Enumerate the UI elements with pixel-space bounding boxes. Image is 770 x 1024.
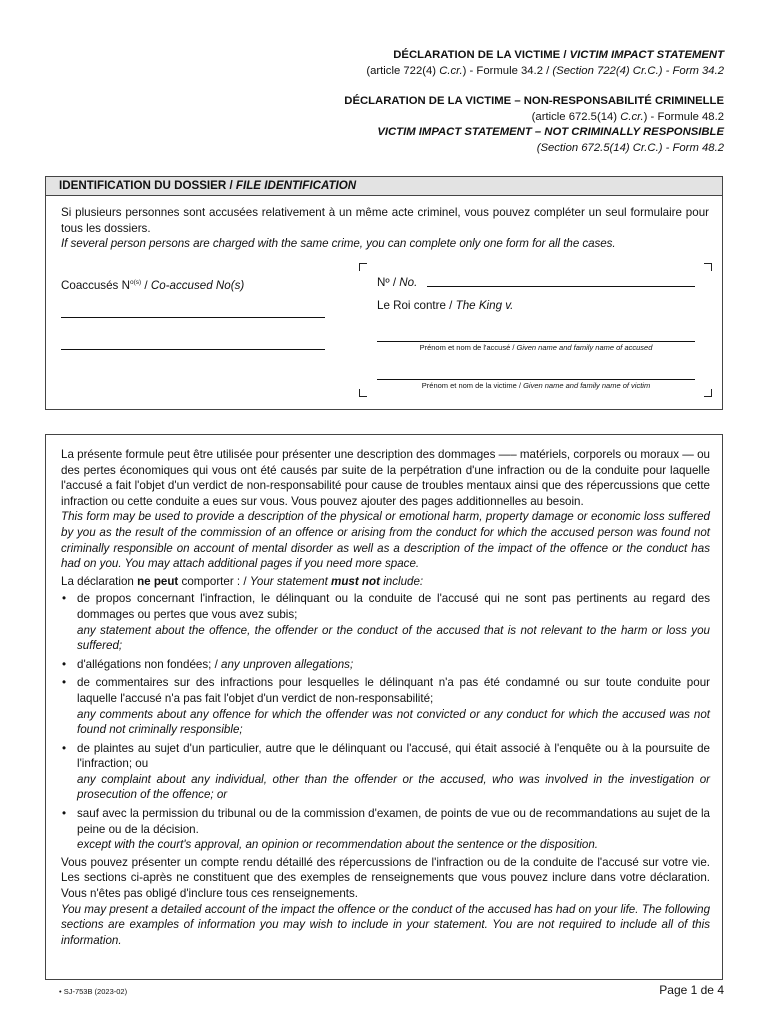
- victim-name-caption: [377, 381, 695, 390]
- item-en: any statement about the offence, the offender or the conduct of the accused that is not relevant to the harm or loss you suffered;: [77, 623, 710, 653]
- item-fr: de commentaires sur des infractions pour lesquelles le délinquant n'a pas été condamné ou sur toute conduite pour laquelle l'accusé n'a pas fait l'objet d'un verdict de non-responsabilité;: [77, 676, 710, 705]
- superscript: o(s): [129, 279, 142, 286]
- item-fr: de plaintes au sujet d'un particulier, autre que le délinquant ou l'accusé, qui était associé à l'enquête ou à la poursuite de l'infraction; ou: [77, 741, 710, 771]
- separator: /: [141, 278, 151, 292]
- exclusion-list: [61, 591, 710, 853]
- file-number-field[interactable]: [427, 286, 695, 287]
- reference-text: (article 672.5(14): [531, 110, 621, 123]
- bullet: •: [62, 592, 67, 606]
- item-en: any complaint about any individual, other than the offender or the accused, who was involved in the investigation or prosecution of the offence; or: [77, 772, 710, 802]
- text-en: include:: [379, 574, 424, 588]
- title2-fr: DÉCLARATION DE LA VICTIME – NON-RESPONSABILITÉ CRIMINELLE: [344, 95, 724, 107]
- item-en: any unproven allegations;: [221, 657, 354, 671]
- text: La déclaration: [61, 574, 138, 588]
- item-en: except with the court's approval, an opinion or recommendation about the sentence or the disposition.: [77, 838, 599, 852]
- bullet: •: [62, 741, 67, 755]
- reference-text: C.cr.: [620, 110, 644, 123]
- caption-en: Given name and family name of accused: [516, 343, 653, 352]
- caption-en: Given name and family name of victim: [523, 381, 651, 390]
- title-en: VICTIM IMPACT STATEMENT: [569, 49, 724, 61]
- intro-en: If several person persons are charged with the same crime, you can complete only one form for all the cases.: [61, 237, 616, 251]
- reference-text: (Section 722(4) Cr.C.) - Form 34.2: [552, 64, 724, 77]
- section-heading: [46, 177, 722, 196]
- coaccused-label: [61, 275, 244, 293]
- reference-text: C.cr.: [439, 64, 463, 77]
- item-fr: sauf avec la permission du tribunal ou de la commission d'examen, de points de vue ou de recommandations au sujet de la peine ou de la décision.: [77, 807, 710, 836]
- heading-fr: IDENTIFICATION DU DOSSIER /: [59, 179, 236, 192]
- coaccused-number-field-2[interactable]: [61, 349, 325, 350]
- reference-text: (Section 672.5(14) Cr.C.) - Form 48.2: [536, 141, 724, 154]
- title-fr: DÉCLARATION DE LA VICTIME /: [393, 49, 570, 61]
- label-en: Co-accused No(s): [150, 278, 245, 292]
- intro-fr: Si plusieurs personnes sont accusées relativement à un même acte criminel, vous pouvez compléter un seul formulaire pour tous les dossiers.: [61, 206, 709, 235]
- text-en: Your statement: [249, 574, 332, 588]
- accused-name-caption: [377, 343, 695, 352]
- list-item: [61, 806, 710, 853]
- file-number-label: [377, 275, 417, 291]
- label-fr: Nº /: [377, 276, 400, 289]
- file-id-intro: [61, 205, 709, 252]
- paragraph-en: You may present a detailed account of the impact the offence or the conduct of the accused has had on your life. The following sections are examples of information you may wish to include in your statement. You are not required to include all of this information.: [61, 902, 711, 947]
- title2-en: VICTIM IMPACT STATEMENT – NOT CRIMINALLY RESPONSIBLE: [377, 126, 724, 138]
- must-not-heading: [61, 574, 710, 590]
- list-item: [61, 657, 710, 673]
- heading-en: FILE IDENTIFICATION: [235, 179, 357, 192]
- instructions-section: [45, 434, 723, 980]
- label-fr: Coaccusés N: [61, 278, 130, 292]
- caption-fr: Prénom et nom de la victime /: [421, 381, 524, 390]
- label-fr: Le Roi contre /: [377, 299, 456, 312]
- reference-text: ) - Formule 48.2: [643, 110, 724, 123]
- corner-mark: [359, 389, 367, 397]
- list-item: [61, 591, 710, 653]
- paragraph-fr: Vous pouvez présenter un compte rendu détaillé des répercussions de l'infraction ou de la conduite de l'accusé sur votre vie. Les sections ci-après ne constituent que des exemples de renseignements que vous pouvez inclure dans votre déclaration. Vous n'êtes pas obligé d'inclure tous ces renseignements.: [61, 855, 710, 901]
- file-identification-section: [45, 176, 723, 410]
- bullet: •: [62, 676, 67, 690]
- form-code: • SJ-753B (2023-02): [59, 987, 128, 996]
- victim-name-field[interactable]: [377, 379, 695, 380]
- list-item: [61, 675, 710, 737]
- coaccused-number-field-1[interactable]: [61, 317, 325, 318]
- bullet: •: [62, 807, 67, 821]
- reference-text: (article 722(4): [366, 64, 440, 77]
- form-title-block: [344, 48, 724, 156]
- label-en: No.: [399, 276, 418, 289]
- caption-fr: Prénom et nom de l'accusé /: [419, 343, 517, 352]
- item-fr: de propos concernant l'infraction, le délinquant ou la conduite de l'accusé qui ne sont pas pertinents au regard des dommages ou pertes que vous avez subis;: [77, 592, 710, 621]
- king-v-label: [377, 298, 513, 314]
- text-bold: ne peut: [137, 574, 179, 588]
- item-fr: d'allégations non fondées; /: [77, 657, 222, 671]
- corner-mark: [704, 263, 712, 271]
- instructions-text: [61, 447, 710, 948]
- bullet: •: [62, 657, 67, 671]
- text: comporter : /: [178, 574, 250, 588]
- label-en: The King v.: [455, 299, 514, 312]
- corner-mark: [704, 389, 712, 397]
- accused-name-field[interactable]: [377, 341, 695, 342]
- text-bold-en: must not: [331, 574, 380, 588]
- paragraph-fr: La présente formule peut être utilisée pour présenter une description des dommages —– matériels, corporels ou moraux — ou des pertes économiques qui vous ont été causés par suite de la perpétration d'une infraction ou de la conduite pour laquelle l'accusé a fait l'objet d'un verdict de non-responsabilité pour cause de troubles mentaux ainsi que des répercussions que cette infraction ou cette conduite a eues sur vous. Vous pouvez ajouter des pages additionnelles au besoin.: [61, 448, 710, 508]
- paragraph-en: This form may be used to provide a description of the physical or emotional harm, property damage or economic loss suffered by you as the result of the commission of an offence or arising from the conduct for which the accused person was found not criminally responsible on account of mental disorder as well as a description of the impact of the offence or the conduct has had on you. You may attach additional pages if you need more space.: [61, 510, 710, 571]
- reference-text: ) - Formule 34.2 /: [462, 64, 553, 77]
- list-item: [61, 741, 710, 803]
- corner-mark: [359, 263, 367, 271]
- item-en: any comments about any offence for which the offender was not convicted or any conduct for which the accused was not found not criminally responsible;: [77, 707, 710, 737]
- page-number: Page 1 de 4: [659, 983, 724, 997]
